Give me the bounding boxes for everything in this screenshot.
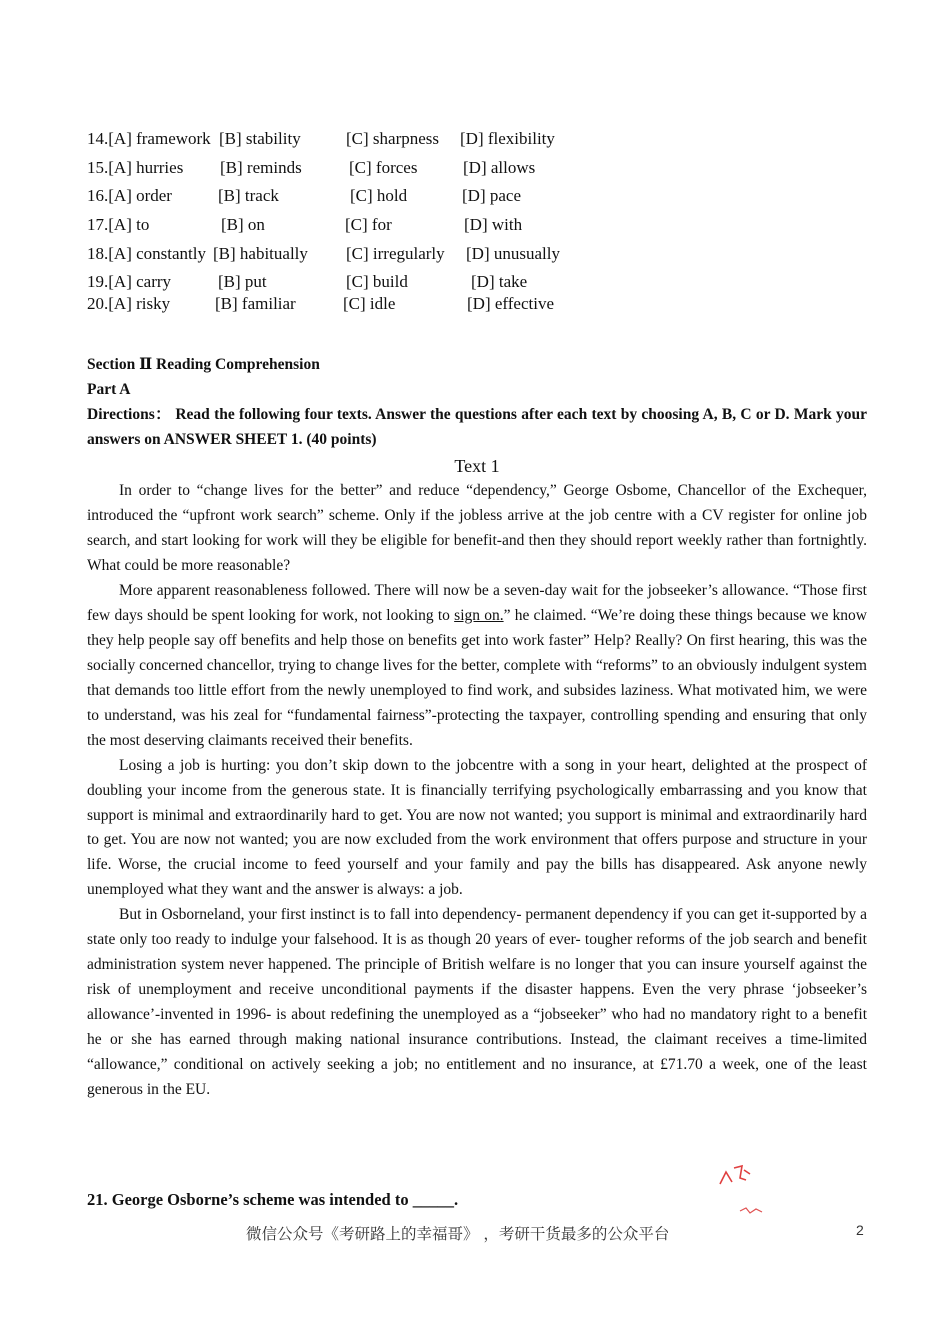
page-number: 2 <box>856 1222 864 1238</box>
red-stamp-mark <box>714 1160 754 1192</box>
underlined-phrase: sign on. <box>454 606 504 624</box>
option-d: [D] flexibility <box>460 129 555 148</box>
option-c: [C] forces <box>349 157 418 177</box>
option-a: 15.[A] hurries <box>87 157 184 177</box>
option-a: 20.[A] risky <box>87 294 171 314</box>
option-c: [C] sharpness <box>346 129 440 148</box>
option-a: 16.[A] order <box>87 186 172 206</box>
option-b: [B] on <box>221 215 265 235</box>
option-row-17 <box>87 212 867 241</box>
option-c: [C] hold <box>350 186 408 206</box>
footer-text: 微信公众号《考研路上的幸福哥》 ，考研干货最多的公众平台 <box>246 1225 670 1243</box>
option-d: [D] with <box>464 215 523 235</box>
paragraph-2-start: More apparent reasonableness followed. There will now be a seven-day wait for the jobseeker’s allowance. “Those first few days should be spent looking for work, not looking to <box>87 581 867 624</box>
options-list <box>87 126 867 320</box>
option-b: [B] familiar <box>215 294 296 314</box>
option-row-14 <box>87 126 867 155</box>
page-content <box>87 126 867 1103</box>
option-a: 14.[A] framework <box>87 129 211 148</box>
question-21: 21. George Osborne’s scheme was intended to _____. <box>87 1190 459 1209</box>
option-row-20 <box>87 291 867 320</box>
option-c: [C] build <box>346 272 408 292</box>
option-row-19 <box>87 269 867 291</box>
option-d: [D] allows <box>463 157 536 177</box>
page-footer <box>0 1220 950 1246</box>
option-row-16 <box>87 183 867 212</box>
option-b: [B] habitually <box>213 243 308 263</box>
option-row-18 <box>87 241 867 270</box>
option-d: [D] unusually <box>466 243 560 263</box>
paragraph-1: In order to “change lives for the better” and reduce “dependency,” George Osbome, Chancellor of the Exchequer, introduced the “upfront work search” scheme. Only if the jobless arrive at the job centre with a CV register for online job search, and start looking for work will they be eligible for benefit-and then they should report weekly rather than fortnightly. What could be more reasonable? <box>87 482 867 574</box>
option-b: [B] put <box>218 272 267 292</box>
directions: Directions： Read the following four texts. Answer the questions after each text by choosing A, B, C or D. Mark your answers on ANSWER SHEET 1. (40 points) <box>87 406 867 449</box>
option-a: 18.[A] constantly <box>87 243 206 263</box>
section-title: Section Ⅱ Reading Comprehension <box>87 356 320 374</box>
option-c: [C] for <box>345 215 392 235</box>
option-a: 17.[A] to <box>87 215 150 235</box>
option-a: 19.[A] carry <box>87 272 172 292</box>
part-title: Part A <box>87 381 131 399</box>
option-b: [B] track <box>218 186 279 206</box>
text-title: Text 1 <box>454 456 500 477</box>
option-c: [C] idle <box>343 294 396 314</box>
paragraph-4: But in Osborneland, your first instinct is to fall into dependency- permanent dependency if you can get it-supported by a state only too ready to indulge your falsehood. It is as though 20 years of ever- tougher reforms of the job search and benefit administration system never happened. The principle of British welfare is no longer that you can insure yourself against the risk of unemployment and receive unconditional payments if the disaster happens. Even the very phrase ‘jobseeker’s allowance’-invented in 1996- is about redefining the unemployed as a “jobseeker” who had no mandatory right to a benefit he or she has earned through making national insurance contributions. Instead, the claimant receives a time-limited “allowance,” conditional on actively seeking a job; no entitlement and no insurance, at £71.70 a week, one of the least generous in the EU. <box>87 906 867 1098</box>
paragraph-2-end: ” he claimed. “We’re doing these things because we know they help people say off benefits and help those on benefits get into work faster” Help? Really? On first hearing, this was the socially concerned chancellor, trying to change lives for the better, complete with “reforms” to an obviously indulgent system that demands too little effort from the newly unemployed to find work, and subsides laziness. What motivated him, we were to understand, was his zeal for “fundamental fairness”-protecting the taxpayer, controlling spending and ensuring that only the most deserving claimants received their benefits. <box>87 606 867 749</box>
paragraph-2 <box>87 579 867 754</box>
option-d: [D] take <box>471 272 528 292</box>
option-c: [C] irregularly <box>346 243 445 263</box>
red-stamp-fragment <box>738 1205 764 1217</box>
option-b: [B] stability <box>219 129 301 148</box>
option-d: [D] pace <box>462 186 521 206</box>
option-b: [B] reminds <box>220 157 302 177</box>
paragraph-3: Losing a job is hurting: you don’t skip down to the jobcentre with a song in your heart, delighted at the prospect of doubling your income from the generous state. It is financially terrifying psychologically embarrassing and you know that support is minimal and extraordinarily hard to get. You are now not wanted; you support is minimal and extraordinarily hard to get. You are now not wanted; you are now excluded from the work environment that offers purpose and structure in your life. Worse, the crucial income to feed yourself and your family and pay the bills has disappeared. Ask anyone newly unemployed what they want and the answer is always: a job. <box>87 756 867 899</box>
option-row-15 <box>87 155 867 184</box>
option-d: [D] effective <box>467 294 554 314</box>
